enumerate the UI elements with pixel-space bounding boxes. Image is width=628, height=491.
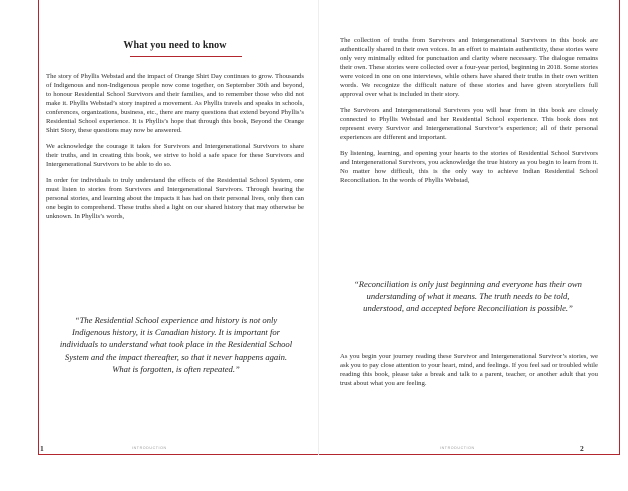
right-closing-paragraph-block (340, 352, 598, 395)
right-paragraph-2: The Survivors and Intergenerational Survivors you will hear from in this book are closely connected to Phyllis Webstad and her Residential School experience. This book does not represent every Survivor and Intergenerational Survivor’s experience; all of their personal experiences are different and important. (340, 107, 598, 141)
right-pull-quote: “Reconciliation is only just beginning and everyone has their own understanding of what it means. The truth needs to be told, understood, and accepted before Reconciliation is possible.” (354, 279, 582, 314)
left-pull-quote: “The Residential School experience and history is not only Indigenous history, it is Canadian history. It is important for individuals to understand what took place in the Residential School System and the impact thereafter, so that it never happens again. What is forgotten, is often repeated.” (59, 315, 293, 374)
left-paragraph-3: In order for individuals to truly understand the effects of the Residential School System, one must listen to stories from Survivors and Intergenerational Survivors. Through hearing the personal stories, and learning about the impacts it has had on their personal lives, only then can one begin to comprehend. These truths shed a light on our shared history that may otherwise be unknown. In Phyllis’s words, (46, 177, 304, 220)
right-page-number: 2 (580, 444, 584, 453)
left-page-number: 1 (40, 444, 44, 453)
page-gutter (318, 0, 319, 455)
left-paragraph-2: We acknowledge the courage it takes for Survivors and Intergenerational Survivors to share their truths, and in creating this book, we strive to hold a safe space for these Survivors and Intergenerational Survivors to be able to do so. (46, 143, 304, 168)
right-closing-paragraph: As you begin your journey reading these Survivor and Intergenerational Survivor’s stories, we ask you to pay close attention to your heart, mind, and feelings. If you feel sad or troubled while reading this book, please take a break and talk to a parent, teacher, or another adult that you trust about what you are feeling. (340, 353, 598, 387)
right-footer-label: INTRODUCTION (440, 446, 475, 450)
left-page-body (46, 72, 304, 228)
section-heading: What you need to know (123, 40, 227, 51)
right-paragraph-3: By listening, learning, and opening your hearts to the stories of Residential School Survivors and Intergenerational Survivors, you acknowledge the true history as you begin to learn from it. No matter how difficult, this is the only way to achieve Indian Residential School Reconciliation. In the words of Phyllis Webstad, (340, 150, 598, 184)
right-paragraph-1: The collection of truths from Survivors and Intergenerational Survivors in this book are authentically shared in their own voices. In an effort to maintain authenticity, these stories were only very minimally edited for punctuation and clarity where necessary. The dialogue remains their own. These stories were collected over a four-year period, beginning in 2018. Some stories were voiced in one on one interviews, while others have shared their truths in their own written words. We recognize the difficult nature of these stories and have given storytellers full approval over what is included in their story. (340, 37, 598, 98)
left-footer-label: INTRODUCTION (132, 446, 167, 450)
heading-underline (130, 56, 242, 57)
left-paragraph-1: The story of Phyllis Webstad and the impact of Orange Shirt Day continues to grow. Thousands of Indigenous and non-Indigenous people now come together, on September 30th and beyond, to honour Residential School Survivors and their families, and to remember those who did not make it. Phyllis Webstad’s story inspired a movement. As Phyllis travels and speaks in schools, conferences, organizations, business, etc., there are many questions that extend beyond Phyllis’s Residential School experience. It is Phyllis’s hope that through this book, Beyond the Orange Shirt Story, these questions may now be answered. (46, 73, 304, 134)
right-page-body (340, 36, 598, 192)
